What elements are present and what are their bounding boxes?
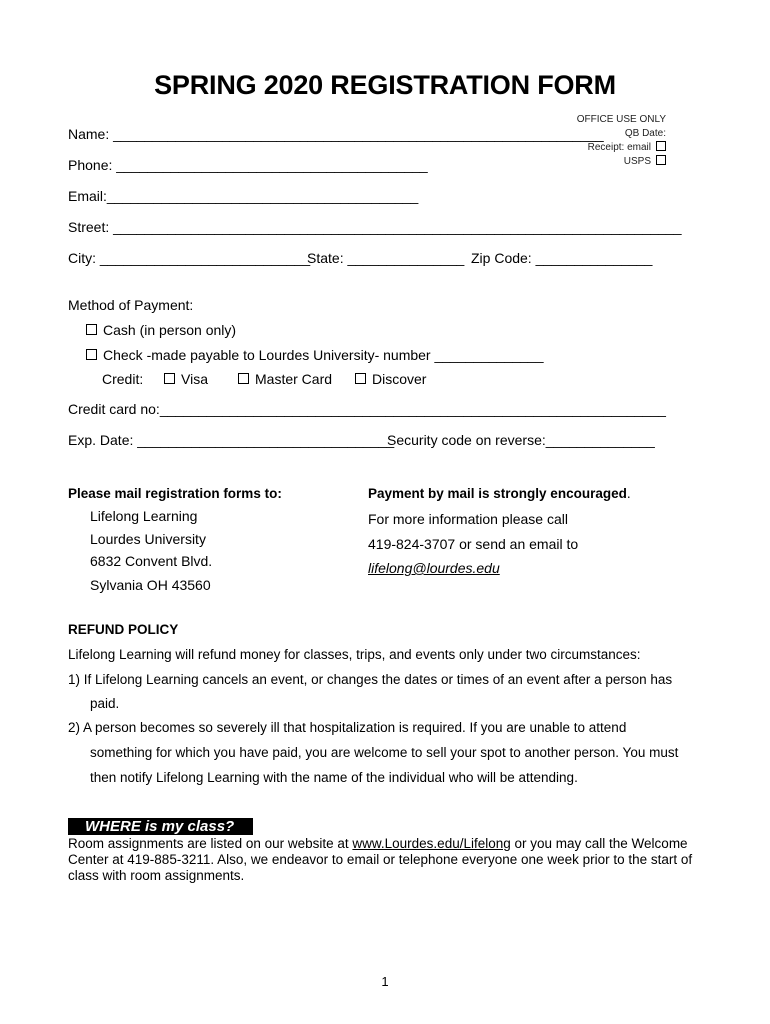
phone-field[interactable]: Phone: ________________________________________	[68, 157, 428, 173]
email-field[interactable]: Email:________________________________________	[68, 188, 419, 204]
where-paragraph	[68, 836, 708, 884]
security-code-field[interactable]: Security code on reverse:______________	[387, 432, 655, 448]
city-field[interactable]: City: ___________________________	[68, 250, 311, 266]
visa-option[interactable]	[164, 371, 208, 387]
state-field[interactable]: State: _______________	[307, 250, 465, 266]
mail-heading: Please mail registration forms to:	[68, 486, 282, 501]
info-heading-row	[368, 486, 631, 501]
street-field[interactable]: Street: _________________________________________________________________________	[68, 219, 682, 235]
info-heading: Payment by mail is strongly encouraged	[368, 486, 627, 501]
mastercard-option[interactable]	[238, 371, 332, 387]
receipt-email-checkbox[interactable]	[656, 141, 666, 151]
credit-label: Credit:	[102, 371, 144, 387]
info-line: 419-824-3707 or send an email to	[368, 536, 579, 552]
card-number-field[interactable]: Credit card no:_________________________________________________________________	[68, 401, 666, 417]
refund-intro: Lifelong Learning will refund money for classes, trips, and events only under two circumstances:	[68, 647, 641, 662]
visa-checkbox[interactable]	[164, 373, 175, 384]
cash-label: Cash (in person only)	[103, 322, 237, 338]
cash-option[interactable]	[86, 322, 236, 338]
visa-label: Visa	[181, 371, 208, 387]
mail-line: Sylvania OH 43560	[90, 577, 211, 593]
usps-label: USPS	[623, 156, 651, 167]
qb-date-label: QB Date:	[624, 128, 666, 139]
discover-option[interactable]	[355, 371, 426, 387]
mail-line: Lifelong Learning	[90, 508, 198, 524]
refund-item-2: 2) A person becomes so severely ill that hospitalization is required. If you are unable to attend	[68, 720, 627, 735]
check-option[interactable]	[86, 347, 544, 363]
refund-item-2-cont: then notify Lifelong Learning with the name of the individual who will be attending.	[90, 770, 578, 785]
page-title: SPRING 2020 REGISTRATION FORM	[154, 70, 616, 100]
page-number: 1	[381, 974, 389, 989]
office-use-heading: OFFICE USE ONLY	[576, 114, 666, 125]
check-label: Check -made payable to Lourdes University- number ______________	[103, 347, 544, 363]
refund-heading: REFUND POLICY	[68, 622, 179, 637]
usps-checkbox[interactable]	[656, 155, 666, 165]
name-field[interactable]: Name: _______________________________________________________________	[68, 126, 604, 142]
where-text: or you may call the Welcome Center at 419-885-3211. Also, we endeavor to email or telephone everyone one week prior to the start of class with room assignments.	[68, 836, 693, 883]
refund-item-1-cont: paid.	[90, 696, 120, 711]
payment-heading: Method of Payment:	[68, 297, 194, 313]
zip-field[interactable]: Zip Code: _______________	[471, 250, 653, 266]
discover-checkbox[interactable]	[355, 373, 366, 384]
info-line: For more information please call	[368, 511, 568, 527]
refund-item-1: 1) If Lifelong Learning cancels an event, or changes the dates or times of an event after a person has	[68, 672, 673, 687]
mail-line: Lourdes University	[90, 531, 206, 547]
discover-label: Discover	[372, 371, 427, 387]
cash-checkbox[interactable]	[86, 324, 97, 335]
website-link[interactable]: www.Lourdes.edu/Lifelong	[352, 836, 511, 851]
check-checkbox[interactable]	[86, 349, 97, 360]
mail-line: 6832 Convent Blvd.	[90, 553, 213, 569]
exp-date-field[interactable]: Exp. Date: _________________________________	[68, 432, 395, 448]
where-text: Room assignments are listed on our website at	[68, 836, 353, 851]
receipt-email-label: Receipt: email	[587, 142, 651, 153]
mastercard-checkbox[interactable]	[238, 373, 249, 384]
refund-item-2-cont: something for which you have paid, you are welcome to sell your spot to another person. You must	[90, 745, 679, 760]
where-heading: WHERE is my class?	[68, 818, 253, 835]
email-link[interactable]: lifelong@lourdes.edu	[368, 560, 500, 576]
mastercard-label: Master Card	[255, 371, 333, 387]
info-period: .	[626, 486, 631, 501]
